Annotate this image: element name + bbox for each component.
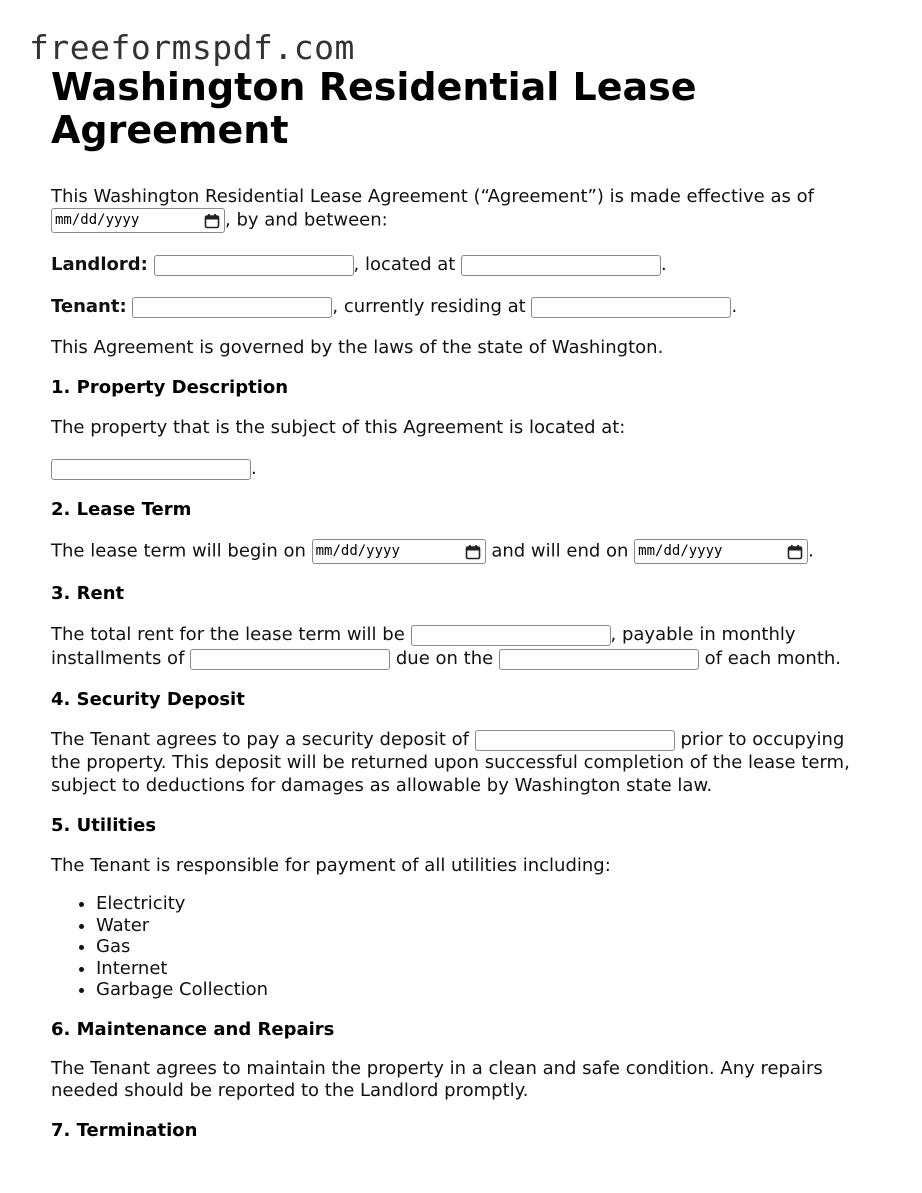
landlord-line	[51, 253, 871, 276]
lease-term-line	[51, 539, 871, 564]
property-period: .	[251, 458, 257, 479]
deposit-paragraph	[51, 728, 871, 797]
tenant-residing-text: , currently residing at	[332, 296, 526, 317]
page-title: Washington Residential Lease Agreement	[51, 65, 697, 152]
security-deposit-field[interactable]	[475, 730, 675, 751]
list-item: • Garbage Collection	[96, 979, 871, 1001]
lease-document	[51, 66, 871, 1142]
landlord-label: Landlord:	[51, 254, 148, 275]
rent-payable-text: , payable in monthly installments of	[51, 624, 796, 669]
utilities-text: The Tenant is responsible for payment of all utilities including:	[51, 855, 611, 876]
watermark: freeformspdf.com	[29, 28, 355, 67]
tenant-name-field[interactable]	[132, 297, 332, 318]
deposit-text: The Tenant agrees to pay a security deposit of	[51, 729, 469, 750]
list-item: • Internet	[96, 958, 871, 980]
calendar-icon[interactable]	[787, 544, 803, 560]
maintenance-text: The Tenant agrees to maintain the property in a clean and safe condition. Any repairs needed should be reported to the Landlord promptly.	[51, 1057, 823, 1101]
landlord-address-field[interactable]	[461, 255, 661, 276]
section-heading-property: 1. Property Description	[51, 377, 289, 398]
landlord-name-field[interactable]	[154, 255, 354, 276]
date-placeholder: mm/dd/yyyy	[638, 543, 723, 559]
utilities-list	[51, 893, 871, 1001]
rent-total-text: The total rent for the lease term will be	[51, 624, 405, 645]
landlord-located-text: , located at	[353, 254, 456, 275]
lease-end-text: and will end on	[491, 540, 629, 562]
section-heading-lease-term: 2. Lease Term	[51, 499, 192, 520]
governing-law-text: This Agreement is governed by the laws of the state of Washington.	[51, 337, 664, 358]
list-item: • Gas	[96, 936, 871, 958]
tenant-period: .	[731, 296, 738, 317]
tenant-line	[51, 295, 871, 318]
date-placeholder: mm/dd/yyyy	[315, 543, 400, 559]
property-address-field[interactable]	[51, 459, 251, 480]
list-item: • Water	[96, 915, 871, 937]
property-text: The property that is the subject of this Agreement is located at:	[51, 417, 626, 438]
section-heading-rent: 3. Rent	[51, 583, 125, 604]
landlord-period: .	[661, 254, 667, 275]
rent-paragraph	[51, 623, 871, 671]
lease-end-date-input[interactable]	[634, 539, 808, 564]
lease-begin-text: The lease term will begin on	[51, 540, 306, 562]
due-day-field[interactable]	[499, 649, 699, 670]
intro-paragraph	[51, 185, 871, 233]
deposit-text-after: prior to occupying the property. This deposit will be returned upon successful completion of the lease term, subject to deductions for damages as allowable by Washington state law.	[51, 729, 850, 796]
calendar-icon[interactable]	[465, 544, 481, 560]
section-heading-utilities: 5. Utilities	[51, 815, 157, 836]
tenant-address-field[interactable]	[531, 297, 731, 318]
rent-month-text: of each month.	[704, 648, 842, 669]
list-item: • Electricity	[96, 893, 871, 915]
total-rent-field[interactable]	[411, 625, 611, 646]
effective-date-input[interactable]	[51, 208, 225, 233]
lease-term-period: .	[808, 540, 814, 562]
monthly-installment-field[interactable]	[190, 649, 390, 670]
section-heading-security-deposit: 4. Security Deposit	[51, 689, 245, 710]
date-placeholder: mm/dd/yyyy	[55, 212, 140, 228]
property-address-line	[51, 457, 871, 480]
rent-due-text: due on the	[395, 648, 494, 669]
lease-start-date-input[interactable]	[312, 539, 486, 564]
tenant-label: Tenant:	[51, 296, 127, 317]
section-heading-termination: 7. Termination	[51, 1119, 198, 1141]
intro-text-after: , by and between:	[225, 209, 388, 231]
intro-text: This Washington Residential Lease Agreement (“Agreement”) is made effective as of	[51, 186, 814, 207]
calendar-icon[interactable]	[204, 213, 220, 229]
section-heading-maintenance: 6. Maintenance and Repairs	[51, 1018, 335, 1040]
